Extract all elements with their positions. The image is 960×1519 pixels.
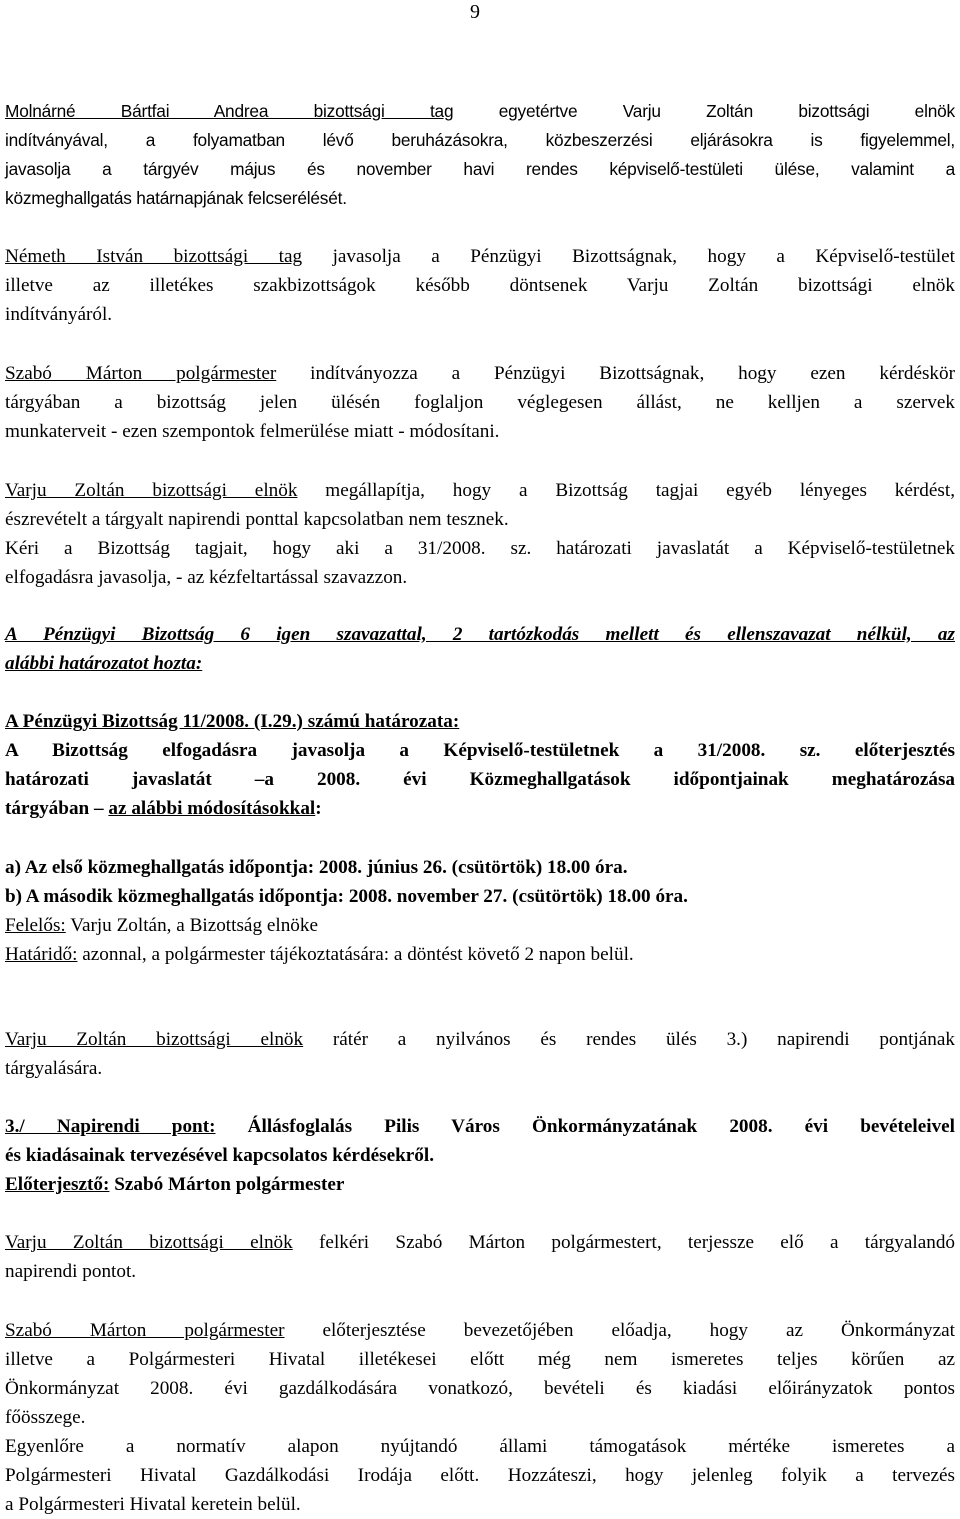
resolution-block (5, 707, 955, 823)
resolution-text: tárgyában – (5, 798, 104, 819)
agenda-label: 3./ Napirendi pont: (5, 1116, 216, 1137)
paragraph-text: napirendi pontot. (5, 1261, 137, 1282)
paragraph-varju-2 (5, 1025, 955, 1083)
resolution-item-b: b) A második közmeghallgatás időpontja: 2008. november 27. (csütörtök) 18.00 óra. (5, 886, 688, 907)
paragraph-molnarne (5, 97, 955, 213)
page-number: 9 (470, 1, 480, 23)
resolution-items (5, 853, 955, 911)
deadline-value: azonnal, a polgármester tájékoztatására: a döntést követő 2 napon belül. (82, 944, 634, 965)
speaker-name: Szabó Márton polgármester (5, 363, 277, 384)
paragraph-varju-3 (5, 1228, 955, 1286)
paragraph-text: elfogadásra javasolja, - az kézfeltartással szavazzon. (5, 567, 408, 588)
paragraph-text: előterjesztése bevezetőjében előadja, hogy az Önkormányzat (322, 1320, 955, 1341)
responsible-value: Varju Zoltán, a Bizottság elnöke (70, 915, 318, 936)
paragraph-text: indítványával, a folyamatban lévő beruházásokra, közbeszerzési eljárásokra is figyelemmel, (5, 130, 955, 150)
paragraph-text: munkaterveit - ezen szempontok felmerülése miatt - módosítani. (5, 421, 500, 442)
paragraph-text: Önkormányzat 2008. évi gazdálkodására vonatkozó, bevételi és kiadási előirányzatok pontos (5, 1378, 955, 1399)
paragraph-text: indítványozza a Pénzügyi Bizottságnak, hogy ezen kérdéskör (310, 363, 956, 384)
vote-text: alábbi határozatot hozta: (5, 653, 203, 674)
paragraph-text: Polgármesteri Hivatal Gazdálkodási Irodája előtt. Hozzáteszi, hogy jelenleg folyik a tervezés (5, 1465, 955, 1486)
deadline-label: Határidő: (5, 944, 78, 965)
speaker-name: Varju Zoltán bizottsági elnök (5, 1232, 293, 1253)
presenter-label: Előterjesztő: (5, 1174, 110, 1195)
paragraph-text: Egyenlőre a normatív alapon nyújtandó állami támogatások mértéke ismeretes a (5, 1436, 955, 1457)
paragraph-text: egyetértve Varju Zoltán bizottsági elnök (498, 101, 955, 121)
paragraph-text: rátér a nyilvános és rendes ülés 3.) napirendi pontjának (332, 1029, 955, 1050)
paragraph-text: megállapítja, hogy a Bizottság tagjai egyéb lényeges kérdést, (325, 480, 956, 501)
resolution-text: A Bizottság elfogadásra javasolja a Képviselő-testületnek a 31/2008. sz. előterjesztés (5, 740, 955, 761)
speaker-name: Molnárné Bártfai Andrea bizottsági tag (5, 101, 454, 121)
paragraph-text: javasolja a tárgyév május és november havi rendes képviselő-testületi ülése, valamint a (5, 159, 955, 179)
responsible-label: Felelős: (5, 915, 66, 936)
deadline-line (5, 940, 955, 969)
paragraph-szabo-1 (5, 359, 955, 446)
resolution-title: A Pénzügyi Bizottság 11/2008. (I.29.) számú határozata: (5, 711, 460, 732)
paragraph-text: illetve az illetékes szakbizottságok később döntsenek Varju Zoltán bizottsági elnök (5, 275, 955, 296)
agenda-title: Állásfoglalás Pilis Város Önkormányzatának 2008. évi bevételeivel (247, 1116, 956, 1137)
resolution-text: határozati javaslatát –a 2008. évi Közmeghallgatások időpontjainak meghatározása (5, 769, 955, 790)
agenda-item (5, 1112, 955, 1199)
paragraph-text: felkéri Szabó Márton polgármestert, terjessze elő a tárgyalandó (319, 1232, 956, 1253)
paragraph-text: a Polgármesteri Hivatal keretein belül. (5, 1494, 301, 1515)
speaker-name: Varju Zoltán bizottsági elnök (5, 480, 298, 501)
resolution-item-a: a) Az első közmeghallgatás időpontja: 2008. június 26. (csütörtök) 18.00 óra. (5, 857, 628, 878)
paragraph-varju-1 (5, 476, 955, 592)
presenter-value: Szabó Márton polgármester (114, 1174, 345, 1195)
paragraph-text: Kéri a Bizottság tagjait, hogy aki a 31/2008. sz. határozati javaslatát a Képviselő-testületnek (5, 538, 955, 559)
resolution-text: : (315, 798, 322, 819)
speaker-name: Szabó Márton polgármester (5, 1320, 285, 1341)
paragraph-szabo-2 (5, 1316, 955, 1519)
paragraph-text: illetve a Polgármesteri Hivatal illetékesei előtt még nem ismeretes teljes körűen az (5, 1349, 955, 1370)
paragraph-nemeth (5, 242, 955, 329)
paragraph-text: indítványáról. (5, 304, 113, 325)
paragraph-text: észrevételt a tárgyalt napirendi ponttal kapcsolatban nem tesznek. (5, 509, 509, 530)
paragraph-text: tárgyában a bizottság jelen ülésén foglaljon véglegesen állást, ne kelljen a szervek (5, 392, 955, 413)
paragraph-text: tárgyalására. (5, 1058, 103, 1079)
agenda-title: és kiadásainak tervezésével kapcsolatos kérdésekről. (5, 1145, 435, 1166)
speaker-name: Varju Zoltán bizottsági elnök (5, 1029, 304, 1050)
vote-text: A Pénzügyi Bizottság 6 igen szavazattal, 2 tartózkodás mellett és ellenszavazat nélkül, az (5, 624, 955, 645)
resolution-text-underlined: az alábbi módosításokkal (108, 798, 316, 819)
vote-result (5, 620, 955, 678)
resolution-meta (5, 911, 955, 969)
speaker-name: Németh István bizottsági tag (5, 246, 303, 267)
paragraph-text: javasolja a Pénzügyi Bizottságnak, hogy a Képviselő-testület (332, 246, 955, 267)
paragraph-text: főösszege. (5, 1407, 86, 1428)
paragraph-text: közmeghallgatás határnapjának felcserélését. (5, 188, 347, 208)
responsible-line (5, 911, 955, 940)
